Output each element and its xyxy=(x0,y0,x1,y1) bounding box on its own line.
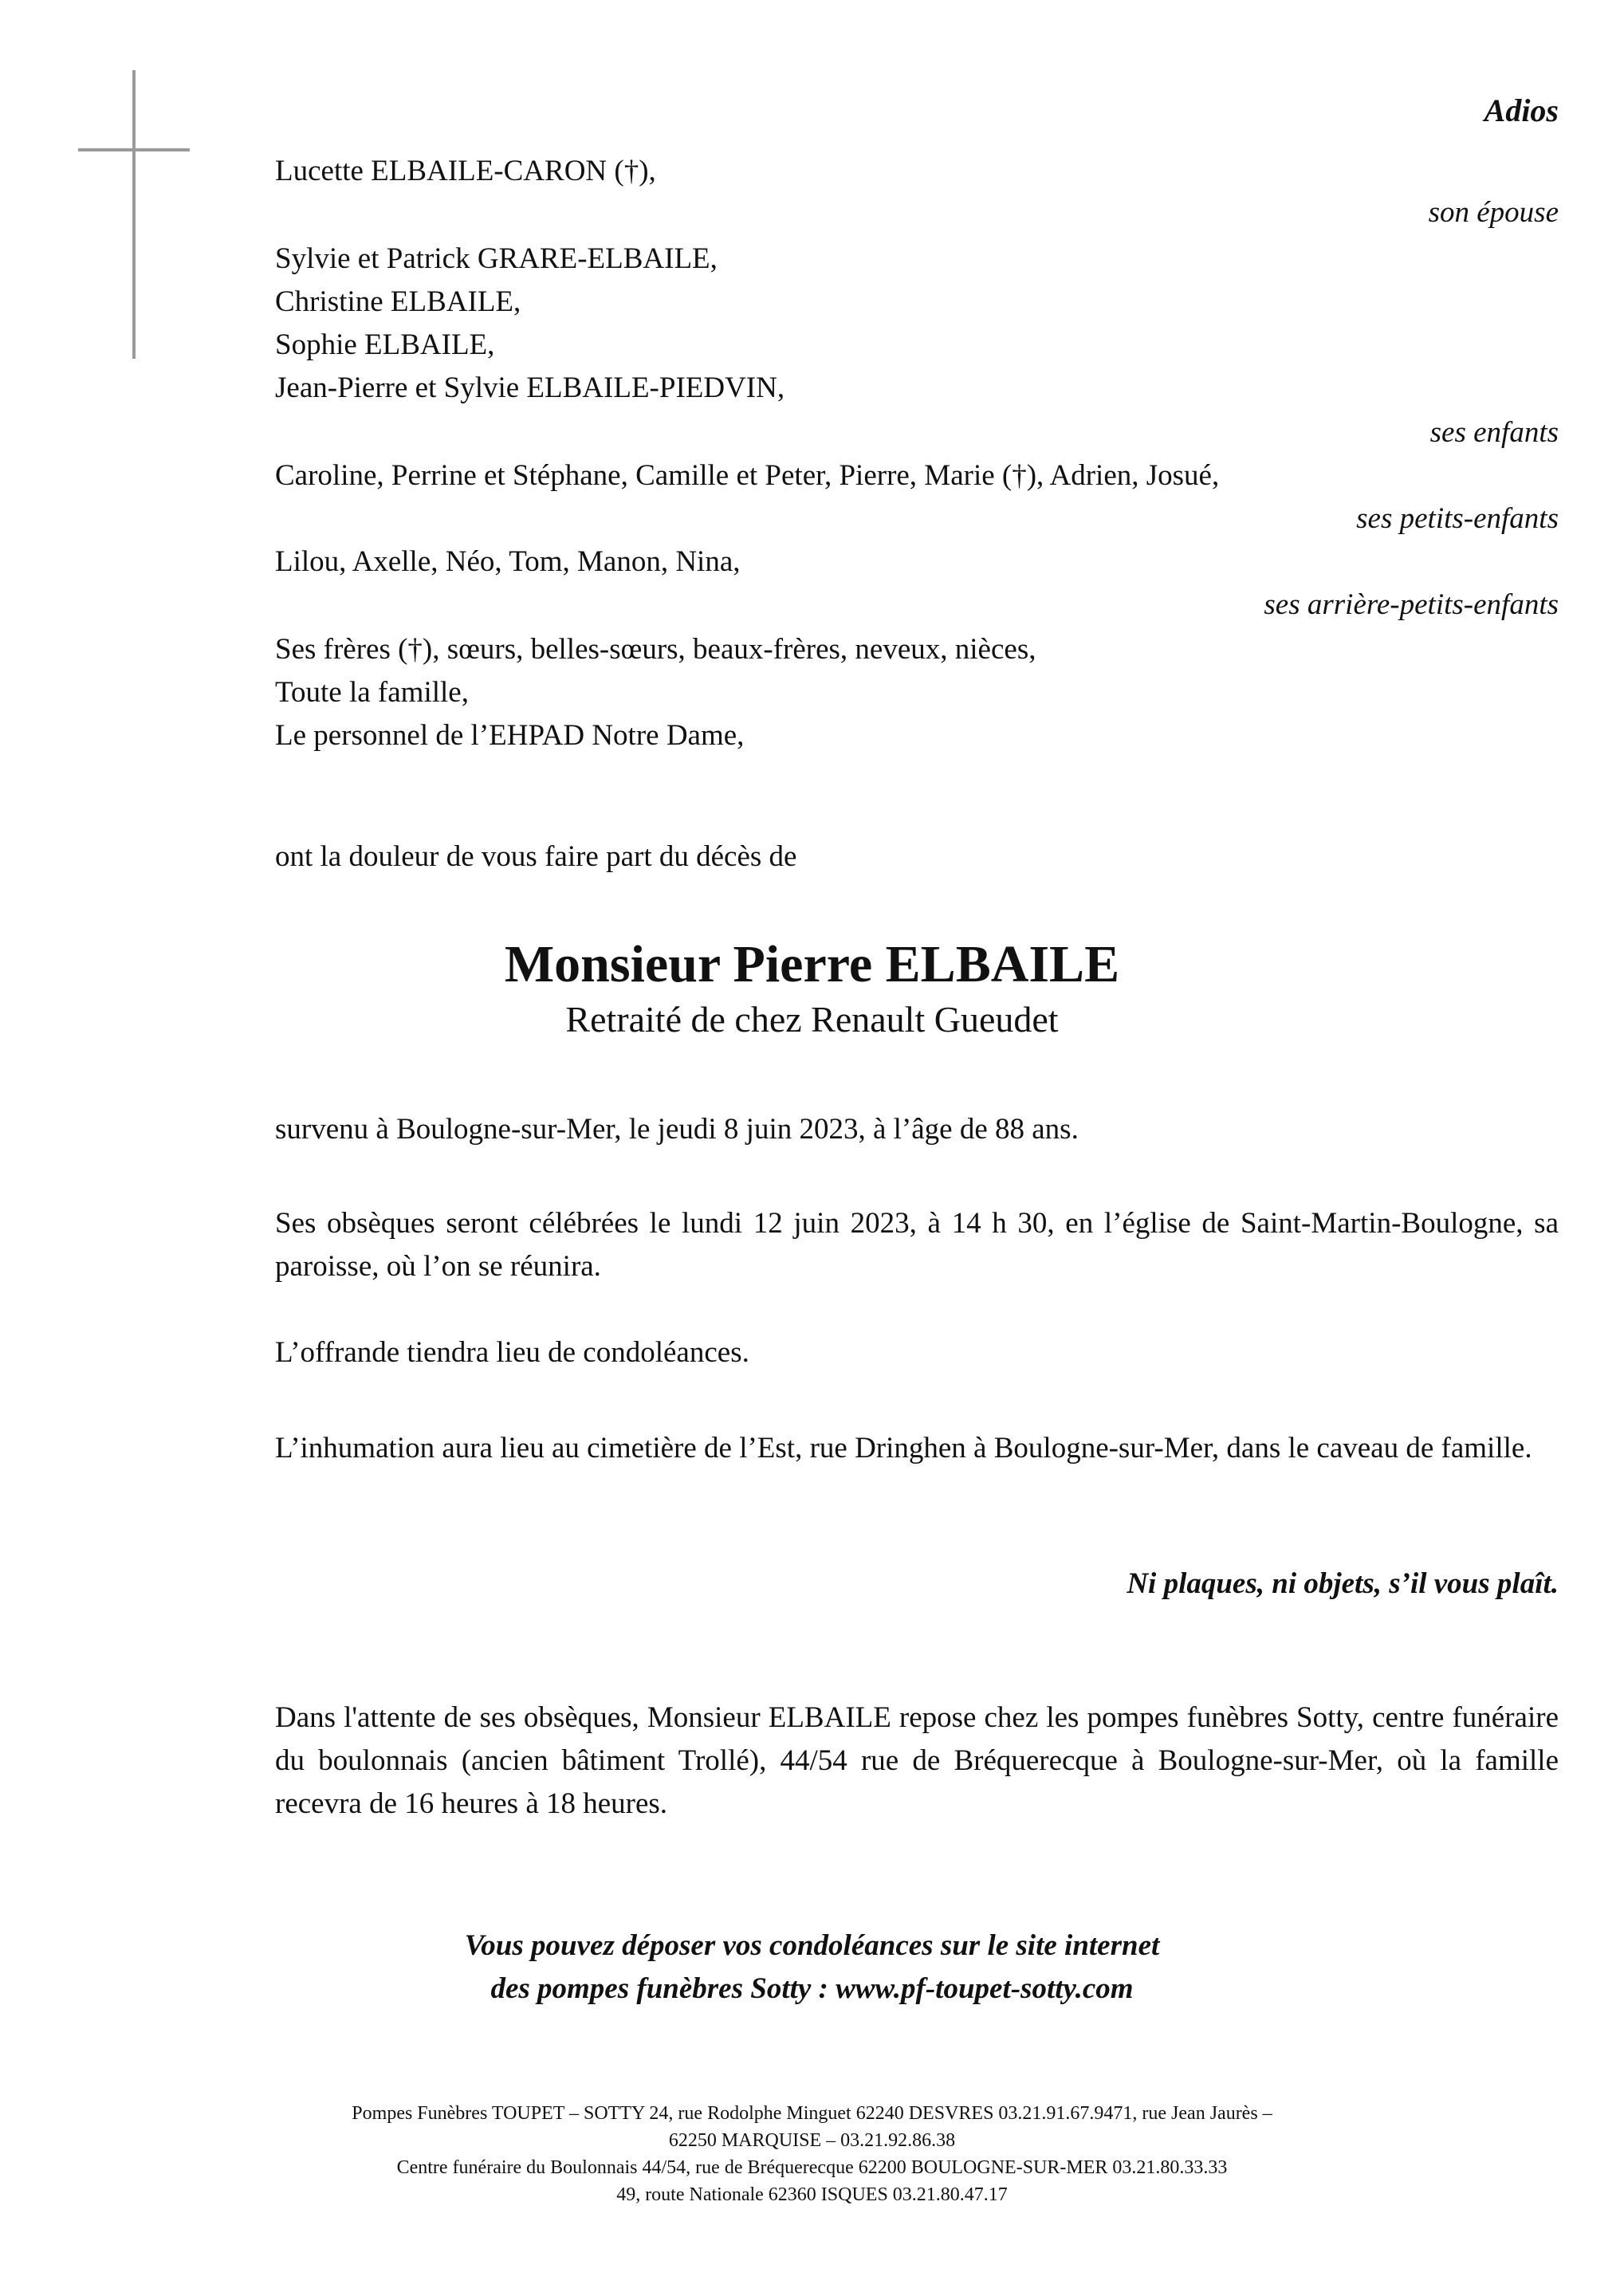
cross-icon-horizontal xyxy=(78,148,190,151)
footer-line: Centre funéraire du Boulonnais 44/54, rue de Bréquerecque 62200 BOULOGNE-SUR-MER 03.21.80.33.33 xyxy=(396,2157,1228,2178)
adios-heading: Adios xyxy=(1484,92,1559,128)
others-line: Toute la famille, xyxy=(275,676,469,709)
footer-line: Pompes Funèbres TOUPET – SOTTY 24, rue Rodolphe Minguet 62240 DESVRES 03.21.91.67.9471, rue Jean Jaurès – xyxy=(352,2103,1272,2124)
child-line: Christine ELBAILE, xyxy=(275,285,521,318)
funeral-paragraph: Ses obsèques seront célébrées le lundi 12 juin 2023, à 14 h 30, en l’église de Saint-Martin-Boulogne, sa paroisse, où l’on se réunira. xyxy=(275,1207,1559,1283)
announcement-intro: ont la douleur de vous faire part du décès de xyxy=(275,840,797,873)
footer-line: 62250 MARQUISE – 03.21.92.86.38 xyxy=(668,2130,956,2151)
death-statement: survenu à Boulogne-sur-Mer, le jeudi 8 juin 2023, à l’âge de 88 ans. xyxy=(275,1113,1079,1146)
great-grandchildren-line: Lilou, Axelle, Néo, Tom, Manon, Nina, xyxy=(275,545,741,578)
grandchildren-line: Caroline, Perrine et Stéphane, Camille et Peter, Pierre, Marie (†), Adrien, Josué, xyxy=(275,459,1220,492)
cross-icon-vertical xyxy=(132,70,136,359)
condolences-website-line: des pompes funèbres Sotty : www.pf-toupet-sotty.com xyxy=(490,1972,1134,2005)
burial-paragraph: L’inhumation aura lieu au cimetière de l’Est, rue Dringhen à Boulogne-sur-Mer, dans le caveau de famille. xyxy=(275,1432,1532,1464)
offering-statement: L’offrande tiendra lieu de condoléances. xyxy=(275,1336,749,1369)
child-line: Sophie ELBAILE, xyxy=(275,328,495,361)
child-line: Sylvie et Patrick GRARE-ELBAILE, xyxy=(275,242,718,275)
condolences-line: Vous pouvez déposer vos condoléances sur le site internet xyxy=(464,1929,1160,1962)
spouse-line: Lucette ELBAILE-CARON (†), xyxy=(275,155,656,187)
others-line: Le personnel de l’EHPAD Notre Dame, xyxy=(275,719,745,752)
deceased-subtitle: Retraité de chez Renault Gueudet xyxy=(565,999,1059,1040)
others-line: Ses frères (†), sœurs, belles-sœurs, beaux-frères, neveux, nièces, xyxy=(275,633,1036,666)
no-plaques-notice: Ni plaques, ni objets, s’il vous plaît. xyxy=(1127,1567,1559,1600)
deceased-name: Monsieur Pierre ELBAILE xyxy=(504,935,1120,993)
spouse-role: son épouse xyxy=(1428,196,1559,229)
children-role: ses enfants xyxy=(1429,416,1559,449)
footer-line: 49, route Nationale 62360 ISQUES 03.21.80.47.17 xyxy=(616,2184,1008,2205)
grandchildren-role: ses petits-enfants xyxy=(1356,502,1559,535)
great-grandchildren-role: ses arrière-petits-enfants xyxy=(1264,588,1559,621)
repose-paragraph: Dans l'attente de ses obsèques, Monsieur ELBAILE repose chez les pompes funèbres Sotty, centre funéraire du boulonnais (ancien bâtiment Trollé), 44/54 rue de Bréquerecque à Boulogne-sur-Mer, où la famille recevra de 16 heures à 18 heures. xyxy=(275,1701,1559,1820)
child-line: Jean-Pierre et Sylvie ELBAILE-PIEDVIN, xyxy=(275,372,785,404)
